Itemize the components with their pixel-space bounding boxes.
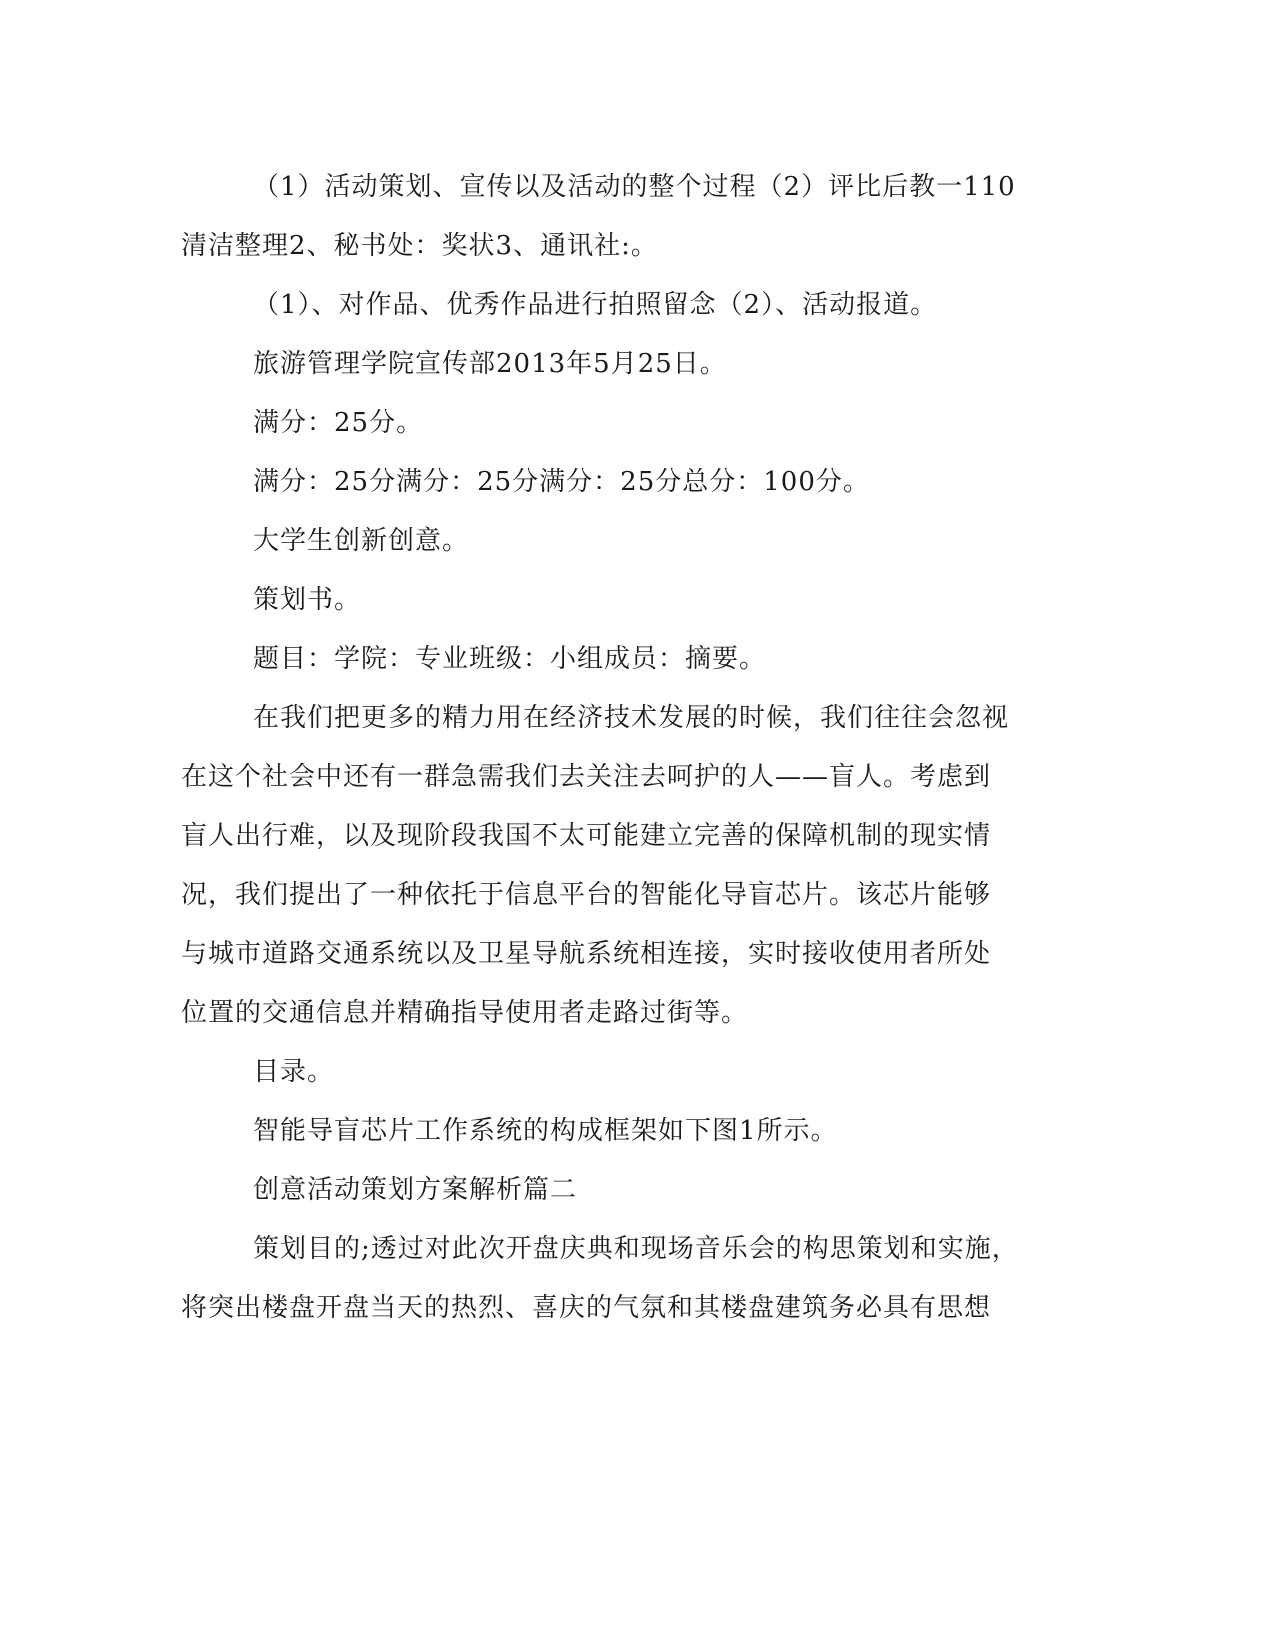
paragraph-toc [181,1043,1041,1102]
paragraph-section-title [181,1161,1041,1220]
text-line: 将突出楼盘开盘当天的热烈、喜庆的气氛和其楼盘建筑务必具有思想 [181,1293,992,1323]
text-line: 大学生创新创意。 [253,526,470,556]
paragraph-score-total [181,453,1041,512]
text-line: 况，我们提出了一种依托于信息平台的智能化导盲芯片。该芯片能够 [181,880,992,910]
paragraph-heading-innovation [181,512,1041,571]
text-line: 目录。 [253,1057,335,1087]
text-line: （1）活动策划、宣传以及活动的整个过程（2）评比后教一110 [253,172,1016,202]
paragraph-activity-roles [181,158,1041,276]
text-line: 满分：25分。 [253,408,424,438]
text-line: （1）、对作品、优秀作品进行拍照留念（2）、活动报道。 [253,290,938,320]
paragraph-signature-date [181,335,1041,394]
text-line: 在这个社会中还有一群急需我们去关注去呵护的人——盲人。考虑到 [181,762,992,792]
text-line: 位置的交通信息并精确指导使用者走路过街等。 [181,998,749,1028]
paragraph-form-fields [181,630,1041,689]
paragraph-purpose [181,1220,1041,1338]
text-line: 策划目的;透过对此次开盘庆典和现场音乐会的构思策划和实施， [253,1234,1019,1264]
text-line: 智能导盲芯片工作系统的构成框架如下图1所示。 [253,1116,838,1146]
paragraph-abstract [181,689,1041,1043]
text-line: 满分：25分满分：25分满分：25分总分：100分。 [253,467,870,497]
text-line: 创意活动策划方案解析篇二 [253,1175,578,1205]
text-line: 清洁整理2、秘书处：奖状3、通讯社:。 [181,231,658,261]
text-line: 旅游管理学院宣传部2013年5月25日。 [253,349,727,379]
document-body [181,158,1041,1338]
text-line: 与城市道路交通系统以及卫星导航系统相连接，实时接收使用者所处 [181,939,992,969]
paragraph-figure-ref [181,1102,1041,1161]
text-line: 题目：学院：专业班级：小组成员：摘要。 [253,644,767,674]
text-line: 策划书。 [253,585,362,615]
paragraph-full-score [181,394,1041,453]
text-line: 在我们把更多的精力用在经济技术发展的时候，我们往往会忽视 [253,703,1010,733]
text-line: 盲人出行难，以及现阶段我国不太可能建立完善的保障机制的现实情 [181,821,992,851]
paragraph-press [181,276,1041,335]
paragraph-heading-plan [181,571,1041,630]
